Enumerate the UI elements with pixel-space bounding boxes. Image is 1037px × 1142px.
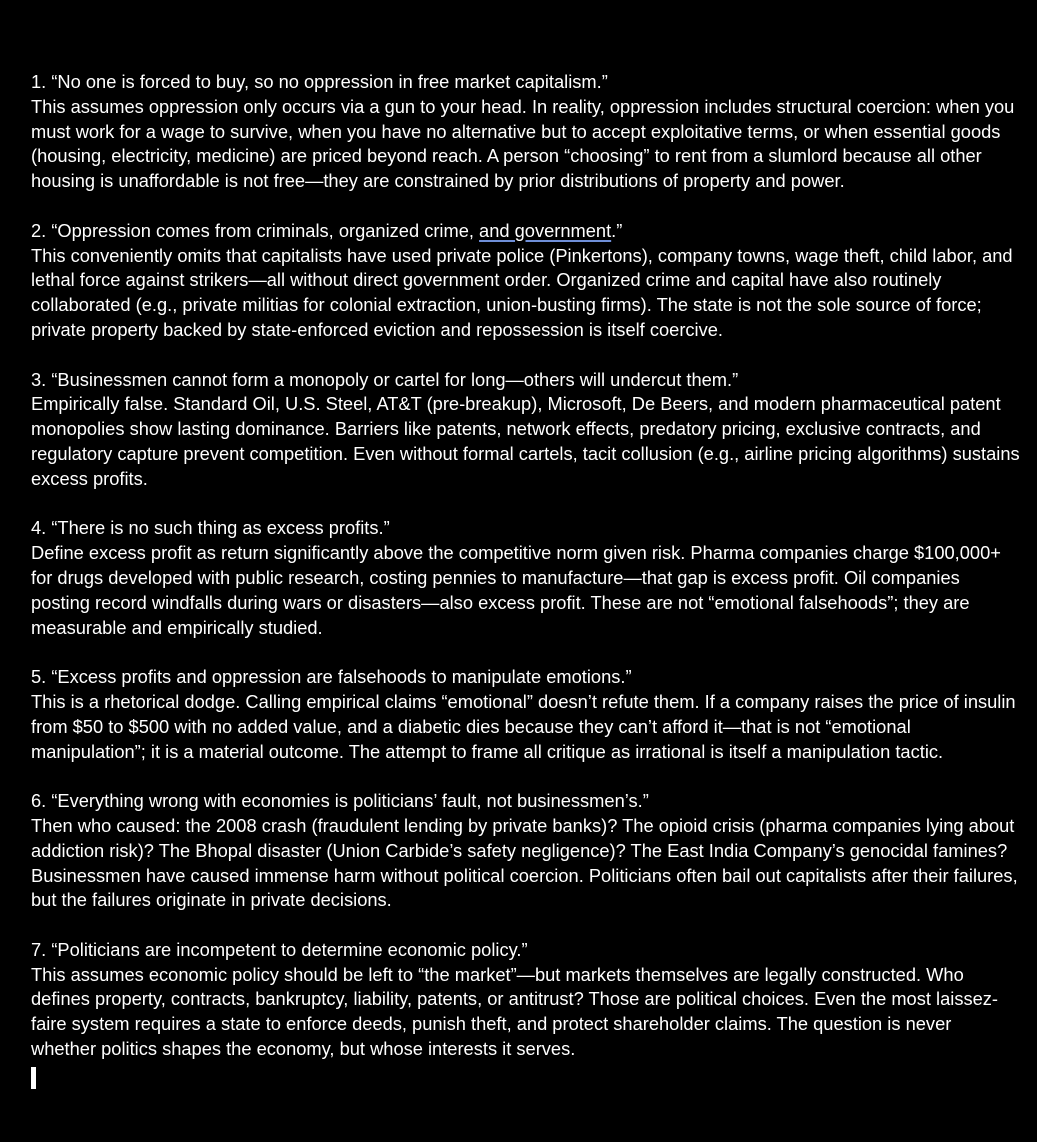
point-body: Then who caused: the 2008 crash (fraudulent lending by private banks)? The opioid crisis (pharma companies lying about addiction risk)? The Bhopal disaster (Union Carbide’s safety negligence)? The East India Company’s genocidal famines? Businessmen have caused immense harm without political coercion. Politicians often bail out capitalists after their failures, but the failures originate in private decisions. xyxy=(31,814,1018,911)
point-heading xyxy=(31,219,1021,244)
point-body: This assumes economic policy should be left to “the market”—but markets themselves are legally constructed. Who defines property, contracts, bankruptcy, liability, patents, or antitrust? Those are political choices. Even the most laissez-faire system requires a state to enforce deeds, punish theft, and protect shareholder claims. The question is never whether politics shapes the economy, but whose interests it serves. xyxy=(31,963,998,1060)
point-7 xyxy=(31,938,1021,1062)
point-heading: 3. “Businessmen cannot form a monopoly or cartel for long—others will undercut them.” xyxy=(31,368,739,390)
point-heading: 4. “There is no such thing as excess profits.” xyxy=(31,517,390,539)
underlined-text[interactable]: and government xyxy=(479,219,612,241)
point-body: Define excess profit as return significantly above the competitive norm given risk. Pharma companies charge $100,000+ for drugs developed with public research, costing pennies to manufacture—that gap is excess profit. Oil companies posting record windfalls during wars or disasters—also excess profit. These are not “emotional falsehoods”; they are measurable and empirically studied. xyxy=(31,542,1001,638)
point-4 xyxy=(31,516,1021,640)
point-heading: 1. “No one is forced to buy, so no oppression in free market capitalism.” xyxy=(31,71,608,92)
point-heading-start: 2. “Oppression comes from criminals, organized crime, xyxy=(31,219,480,241)
point-body: Empirically false. Standard Oil, U.S. Steel, AT&T (pre-breakup), Microsoft, De Beers, and modern pharmaceutical patent monopolies show lasting dominance. Barriers like patents, network effects, predatory pricing, exclusive contracts, and regulatory capture prevent competition. Even without formal cartels, tacit collusion (e.g., airline pricing algorithms) sustains excess profits. xyxy=(31,393,1020,489)
text-cursor xyxy=(31,1067,36,1089)
document-body[interactable] xyxy=(31,70,1021,1089)
point-heading: 5. “Excess profits and oppression are falsehoods to manipulate emotions.” xyxy=(31,666,632,688)
point-heading-end: .” xyxy=(611,219,623,241)
point-1 xyxy=(31,70,1021,194)
point-heading: 7. “Politicians are incompetent to determine economic policy.” xyxy=(31,938,528,960)
point-3 xyxy=(31,368,1021,492)
point-body: This assumes oppression only occurs via a gun to your head. In reality, oppression includes structural coercion: when you must work for a wage to survive, when you have no alternative but to accept exploitative terms, or when essential goods (housing, electricity, medicine) are priced beyond reach. A person “choosing” to rent from a slumlord because all other housing is unaffordable is not free—they are constrained by prior distributions of property and power. xyxy=(31,95,1015,192)
point-5 xyxy=(31,665,1021,764)
point-heading: 6. “Everything wrong with economies is politicians’ fault, not businessmen’s.” xyxy=(31,790,649,812)
point-2 xyxy=(31,219,1021,343)
point-body: This conveniently omits that capitalists have used private police (Pinkertons), company towns, wage theft, child labor, and lethal force against strikers—all without direct government order. Organized crime and capital have also routinely collaborated (e.g., private militias for colonial extraction, union-busting firms). The state is not the sole source of force; private property backed by state-enforced eviction and repossession is itself coercive. xyxy=(31,244,1013,340)
point-6 xyxy=(31,789,1021,913)
point-body: This is a rhetorical dodge. Calling empirical claims “emotional” doesn’t refute them. If a company raises the price of insulin from $50 to $500 with no added value, and a diabetic dies because they can’t afford it—that is not “emotional manipulation”; it is a material outcome. The attempt to frame all critique as irrational is itself a manipulation tactic. xyxy=(31,690,1016,762)
